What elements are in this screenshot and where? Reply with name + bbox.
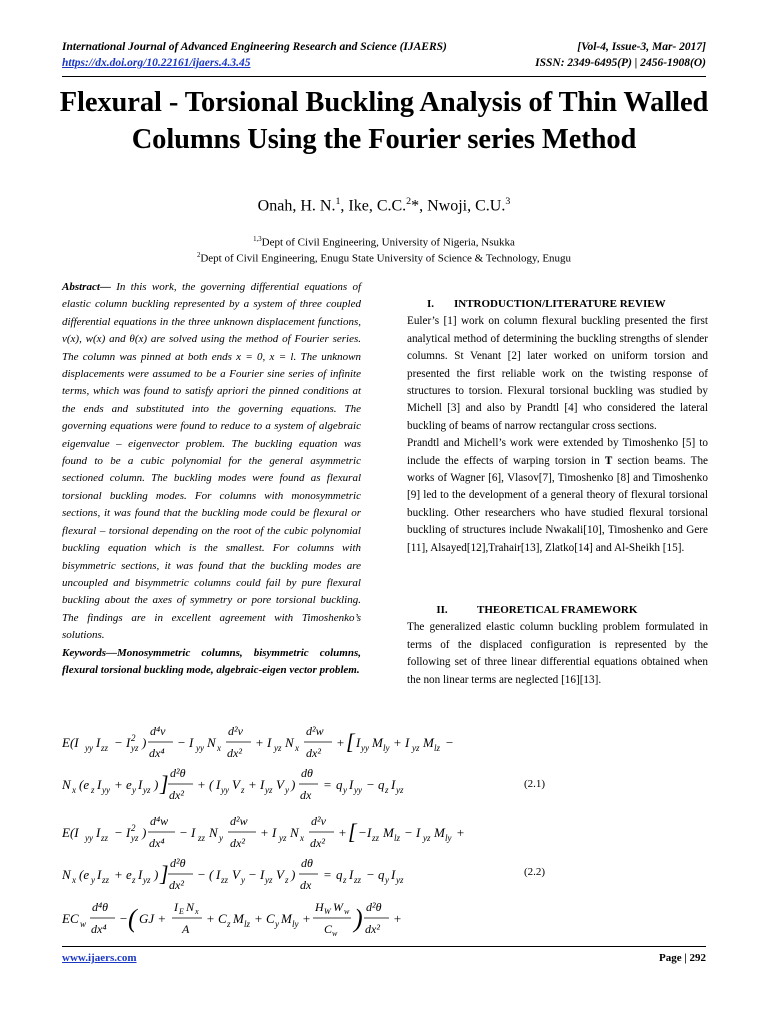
svg-text:I: I xyxy=(349,777,354,792)
author-2: Ike, C.C. xyxy=(348,197,407,215)
svg-text:d⁴θ: d⁴θ xyxy=(92,900,109,914)
svg-text:+: + xyxy=(248,777,257,792)
svg-text:2: 2 xyxy=(131,733,136,743)
svg-text:C: C xyxy=(324,922,333,936)
svg-text:2: 2 xyxy=(131,823,136,833)
keywords xyxy=(62,645,361,680)
affiliation-1 xyxy=(0,236,768,249)
svg-text:E: E xyxy=(179,907,184,916)
svg-text:+: + xyxy=(114,867,123,882)
svg-text:dx²: dx² xyxy=(306,746,321,760)
equation-2-2-line-1 xyxy=(62,806,482,856)
affiliation-1-text: Dept of Civil Engineering, University of Nigeria, Nsukka xyxy=(261,236,515,249)
svg-text:): ) xyxy=(142,825,147,840)
svg-text:I: I xyxy=(174,900,178,914)
svg-text:I: I xyxy=(216,777,221,792)
svg-text:W: W xyxy=(324,907,331,916)
svg-text:+: + xyxy=(302,911,311,926)
svg-text:d²θ: d²θ xyxy=(366,900,382,914)
svg-text:[: [ xyxy=(348,819,357,844)
svg-text:M: M xyxy=(281,911,292,926)
svg-text:yz: yz xyxy=(265,785,273,795)
svg-text:−: − xyxy=(366,867,375,882)
svg-text:zz: zz xyxy=(354,875,362,885)
journal-name: International Journal of Advanced Engineering Research and Science (IJAERS) xyxy=(62,41,447,53)
svg-text:): ) xyxy=(291,777,296,792)
svg-text:−: − xyxy=(114,825,123,840)
svg-text:d²w: d²w xyxy=(306,724,324,738)
svg-text:q: q xyxy=(378,867,385,882)
svg-text:y: y xyxy=(241,875,245,885)
svg-text:x: x xyxy=(217,743,221,753)
section-1-number: I. xyxy=(426,298,435,310)
svg-text:+: + xyxy=(254,911,263,926)
svg-text:yz: yz xyxy=(265,875,273,885)
equation-2-1-line-1 xyxy=(62,716,482,766)
svg-text:): ) xyxy=(154,777,159,792)
svg-text:lz: lz xyxy=(434,743,441,753)
svg-text:yy: yy xyxy=(102,785,110,795)
svg-text:z: z xyxy=(285,875,289,885)
section-1-p2-start: Prandtl and Michell’s work were extended by Timoshenko [5] to include the effects of warping torsion in xyxy=(407,437,708,467)
svg-text:d⁴w: d⁴w xyxy=(150,814,169,828)
equation-2-2-number: (2.2) xyxy=(524,866,546,878)
section-2-heading xyxy=(407,602,708,619)
svg-text:N: N xyxy=(285,735,294,750)
svg-text:dθ: dθ xyxy=(301,856,313,870)
svg-text:yz: yz xyxy=(423,833,431,843)
svg-text:+ I: + I xyxy=(260,825,277,840)
svg-text:z: z xyxy=(241,785,245,795)
svg-text:zz: zz xyxy=(198,833,206,843)
svg-text:I: I xyxy=(97,867,102,882)
svg-text:I: I xyxy=(367,825,372,840)
footer-rule xyxy=(62,946,706,947)
section-1-paragraph-1: Euler’s [1] work on column flexural buckling presented the first analytical method of determining the buckling strengths of slender columns. St Venant [2] later worked on uniform torsion and presented the first reliable work on the twisting response of structures to torsion. Flexural torsional buckling was studied by Michell [3] and also by Prandtl [4] who considered the lateral buckling of beams of narrow rectangular cross sections. xyxy=(407,315,708,432)
svg-text:dx²: dx² xyxy=(230,836,245,850)
svg-text:I: I xyxy=(126,825,131,840)
svg-text:(e: (e xyxy=(79,777,90,792)
affiliation-2-text: Dept of Civil Engineering, Enugu State University of Science & Technology, Enugu xyxy=(200,252,572,265)
svg-text:z: z xyxy=(343,875,347,885)
svg-text:yz: yz xyxy=(143,875,151,885)
svg-text:M: M xyxy=(383,825,394,840)
author-3-sup: 3 xyxy=(505,196,511,207)
author-2-star: * xyxy=(411,197,420,215)
svg-text:V: V xyxy=(232,867,240,882)
section-1-heading xyxy=(407,296,708,313)
svg-text:−: − xyxy=(114,735,123,750)
author-2-sup: 2 xyxy=(406,196,412,207)
svg-text:): ) xyxy=(154,867,159,882)
section-1-p2-end: section beams. The works of Wagner [6], Vlasov[7], Timoshenko [8] and Timoshenko [9] led to the development of a general theory of flexural torsional buckling. Other researchers who have studied flexural torsional buckling of structures include Nwakali[10], Timoshenko and Gere [11], Alsayed[12],Trahair[13], Zlatko[14] and Al-Sheikh [15]. xyxy=(407,454,709,554)
section-2-title: THEORETICAL FRAMEWORK xyxy=(477,604,638,616)
svg-text:zz: zz xyxy=(101,743,109,753)
svg-text:V: V xyxy=(232,777,240,792)
svg-text:ly: ly xyxy=(445,833,452,843)
svg-text:I: I xyxy=(126,735,131,750)
svg-text:EC: EC xyxy=(62,911,79,926)
svg-text:z: z xyxy=(227,919,231,929)
svg-text:− I: − I xyxy=(404,825,421,840)
svg-text:− I: − I xyxy=(179,825,196,840)
svg-text:e: e xyxy=(126,777,132,792)
svg-text:dx²: dx² xyxy=(310,836,325,850)
svg-text:yz: yz xyxy=(279,833,287,843)
issn: ISSN: 2349-6495(P) | 2456-1908(O) xyxy=(535,57,706,69)
svg-text:V: V xyxy=(276,867,284,882)
svg-text:z: z xyxy=(385,785,389,795)
svg-text:−: − xyxy=(445,735,454,750)
svg-text:N: N xyxy=(186,900,195,914)
svg-text:yy: yy xyxy=(85,833,93,843)
svg-text:x: x xyxy=(72,875,76,885)
svg-text:y: y xyxy=(275,919,279,929)
affiliation-2 xyxy=(0,252,768,265)
paper-title: Flexural - Torsional Buckling Analysis of Thin Walled Columns Using the Fourier series Method xyxy=(59,87,709,155)
svg-text:E(I: E(I xyxy=(62,735,79,750)
svg-text:I: I xyxy=(138,777,143,792)
svg-text:yz: yz xyxy=(396,875,404,885)
abstract xyxy=(62,279,361,679)
svg-text:dx²: dx² xyxy=(169,878,184,892)
abstract-text: In this work, the governing differential equations of elastic column buckling represented by a system of three coupled differential equations in the three unknown displacement functions, v(x), w(x) and θ(x) are solved using the method of Fourier series. The column was pinned at both ends x = 0, x = l. The unknown displacements were assumed to be a Fourier sine series of infinite terms, which was found to satisfy apriori the pinned conditions at the ends and substituted into the governing equations. The governing equations were found to reduce to a system of algebraic eigenvalue – eigenvector problem. The buckling equation was found to be a cubic polynomial for the general asymmetric sectioned column. The buckling modes were found as flexural torsional buckling modes. For columns with monosymmetric sections, it was found that the buckling mode could be flexural or flexural – torsional depending on the root of the cubic polynomial buckling equation which is the smallest. For columns with bisymmetric sections, it was found that the buckling modes are uncoupled and bisymmetric columns could fail by pure flexural buckling about the axes of symmetry or pore torsional buckling. The findings are in excellent agreement with Timoshenko’s solutions. xyxy=(62,281,362,642)
author-1: Onah, H. N. xyxy=(257,197,336,215)
svg-text:d⁴v: d⁴v xyxy=(150,724,166,738)
svg-text:I: I xyxy=(138,867,143,882)
svg-text:yz: yz xyxy=(412,743,420,753)
svg-text:y: y xyxy=(343,785,347,795)
equation-2-3-line-1 xyxy=(62,892,482,942)
section-framework xyxy=(407,602,708,689)
svg-text:[: [ xyxy=(346,729,355,754)
volume-issue: [Vol-4, Issue-3, Mar- 2017] xyxy=(577,41,706,53)
svg-text:y: y xyxy=(285,785,289,795)
svg-text:I: I xyxy=(260,867,265,882)
svg-text:ly: ly xyxy=(383,743,390,753)
svg-text:dx: dx xyxy=(300,878,312,892)
svg-text:zz: zz xyxy=(102,875,110,885)
svg-text:(: ( xyxy=(128,904,137,933)
svg-text:− I: − I xyxy=(177,735,194,750)
equation-2-1-number: (2.1) xyxy=(524,778,546,790)
svg-text:M: M xyxy=(434,825,445,840)
svg-text:z: z xyxy=(132,875,136,885)
svg-text:): ) xyxy=(354,904,363,933)
svg-text:M: M xyxy=(233,911,244,926)
svg-text:zz: zz xyxy=(221,875,229,885)
svg-text:d²w: d²w xyxy=(230,814,248,828)
svg-text:I: I xyxy=(391,777,396,792)
svg-text:dx⁴: dx⁴ xyxy=(149,836,165,850)
svg-text:=: = xyxy=(323,867,332,882)
svg-text:dx⁴: dx⁴ xyxy=(149,746,165,760)
svg-text:lz: lz xyxy=(244,919,251,929)
svg-text:zz: zz xyxy=(101,833,109,843)
svg-text:yz: yz xyxy=(131,833,139,843)
svg-text:N: N xyxy=(290,825,299,840)
svg-text:GJ +: GJ + xyxy=(139,911,167,926)
section-1-p2-bold: T xyxy=(604,454,613,467)
keywords-label: Keywords— xyxy=(62,646,117,659)
svg-text:N: N xyxy=(62,777,71,792)
svg-text:yy: yy xyxy=(85,743,93,753)
svg-text:yz: yz xyxy=(396,785,404,795)
svg-text:ly: ly xyxy=(292,919,299,929)
svg-text:): ) xyxy=(142,735,147,750)
website-link[interactable]: www.ijaers.com xyxy=(62,952,137,964)
svg-text:V: V xyxy=(276,777,284,792)
svg-text:yy: yy xyxy=(354,785,362,795)
svg-text:− (: − ( xyxy=(197,867,214,882)
svg-text:d²v: d²v xyxy=(311,814,326,828)
svg-text:y: y xyxy=(132,785,136,795)
svg-text:+: + xyxy=(114,777,123,792)
svg-text:I: I xyxy=(356,735,361,750)
svg-text:e: e xyxy=(126,867,132,882)
svg-text:x: x xyxy=(72,785,76,795)
svg-text:x: x xyxy=(300,833,304,843)
svg-text:dθ: dθ xyxy=(301,766,313,780)
svg-text:M: M xyxy=(372,735,383,750)
svg-text:−: − xyxy=(366,777,375,792)
svg-text:E(I: E(I xyxy=(62,825,79,840)
svg-text:yz: yz xyxy=(143,785,151,795)
svg-text:y: y xyxy=(219,833,223,843)
author-1-sup: 1 xyxy=(335,196,341,207)
svg-text:lz: lz xyxy=(394,833,401,843)
svg-text:I: I xyxy=(349,867,354,882)
svg-text:I: I xyxy=(96,735,101,750)
section-2-paragraph-1: The generalized elastic column buckling problem formulated in terms of the displaced configuration is represented by the following set of three linear differential equations obtained when the non linear terms are neglected [16][13]. xyxy=(407,621,708,686)
svg-text:q: q xyxy=(378,777,385,792)
svg-text:d²v: d²v xyxy=(228,724,243,738)
doi-link[interactable]: https://dx.doi.org/10.22161/ijaers.4.3.45 xyxy=(62,57,251,69)
abstract-label: Abstract— xyxy=(62,281,111,293)
svg-text:y: y xyxy=(385,875,389,885)
keywords-text: Monosymmetric columns, bisymmetric columns, flexural torsional buckling mode, algebraic-eigen vector problem. xyxy=(62,646,361,676)
author-list: Onah, H. N.$^1$, Ike, C.C.$^2$*, Nwoji, C.U.$^3$ xyxy=(257,196,511,215)
svg-text:d²θ: d²θ xyxy=(170,856,186,870)
page-number: Page | 292 xyxy=(658,952,706,964)
svg-text:N: N xyxy=(207,735,216,750)
svg-text:yy: yy xyxy=(361,743,369,753)
svg-text:+: + xyxy=(206,911,215,926)
svg-text:dx⁴: dx⁴ xyxy=(91,922,107,936)
svg-text:+: + xyxy=(456,825,465,840)
svg-text:d²θ: d²θ xyxy=(170,766,186,780)
svg-text:I: I xyxy=(97,777,102,792)
svg-text:I: I xyxy=(260,777,265,792)
svg-text:yy: yy xyxy=(196,743,204,753)
svg-text:dx²: dx² xyxy=(365,922,380,936)
svg-text:C: C xyxy=(218,911,227,926)
svg-text:w: w xyxy=(344,907,350,916)
svg-text:yz: yz xyxy=(131,743,139,753)
section-2-number: II. xyxy=(436,604,448,616)
equation-2-1-line-2 xyxy=(62,762,482,808)
svg-text:+: + xyxy=(336,735,345,750)
svg-text:+: + xyxy=(393,911,402,926)
section-1-title: INTRODUCTION/LITERATURE REVIEW xyxy=(454,298,666,310)
svg-text:): ) xyxy=(291,867,296,882)
svg-text:]: ] xyxy=(160,771,169,796)
svg-text:C: C xyxy=(266,911,275,926)
svg-text:W: W xyxy=(333,900,343,914)
svg-text:N: N xyxy=(62,867,71,882)
svg-text:x: x xyxy=(195,907,199,916)
svg-text:N: N xyxy=(209,825,218,840)
section-1-paragraph-2 xyxy=(407,435,708,557)
svg-text:−: − xyxy=(248,867,257,882)
svg-text:q: q xyxy=(336,867,343,882)
svg-text:+ (: + ( xyxy=(197,777,214,792)
svg-text:w: w xyxy=(80,919,87,929)
svg-text:+: + xyxy=(338,825,347,840)
header-rule xyxy=(62,76,706,77)
svg-text:x: x xyxy=(295,743,299,753)
section-intro xyxy=(407,296,708,557)
svg-text:A: A xyxy=(182,922,190,936)
svg-text:w: w xyxy=(332,929,338,938)
svg-text:dx²: dx² xyxy=(227,746,242,760)
affiliation-1-sup: 1,3 xyxy=(253,236,262,243)
svg-text:yz: yz xyxy=(274,743,282,753)
svg-text:I: I xyxy=(216,867,221,882)
svg-text:+ I: + I xyxy=(393,735,410,750)
svg-text:M: M xyxy=(423,735,434,750)
svg-text:yy: yy xyxy=(221,785,229,795)
svg-text:y: y xyxy=(91,875,95,885)
svg-text:z: z xyxy=(91,785,95,795)
svg-text:]: ] xyxy=(160,861,169,886)
svg-text:−: − xyxy=(358,825,367,840)
svg-text:I: I xyxy=(391,867,396,882)
svg-text:dx²: dx² xyxy=(169,788,184,802)
svg-text:zz: zz xyxy=(372,833,380,843)
svg-text:I: I xyxy=(96,825,101,840)
svg-text:dx: dx xyxy=(300,788,312,802)
svg-text:+ I: + I xyxy=(255,735,272,750)
svg-text:q: q xyxy=(336,777,343,792)
svg-text:H: H xyxy=(315,900,324,914)
author-3: Nwoji, C.U. xyxy=(427,197,506,215)
svg-text:(e: (e xyxy=(79,867,90,882)
svg-text:−: − xyxy=(119,911,128,926)
affiliation-2-sup: 2 xyxy=(196,252,201,259)
svg-text:=: = xyxy=(323,777,332,792)
